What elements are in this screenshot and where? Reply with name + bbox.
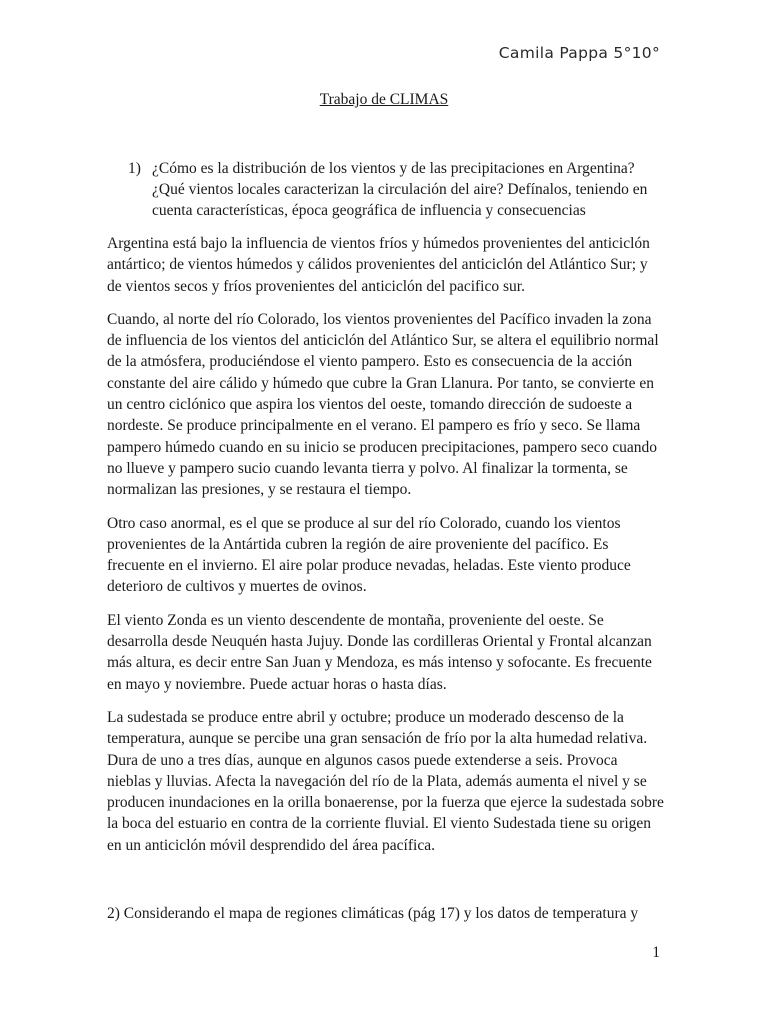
paragraph-pampero: Cuando, al norte del río Colorado, los vientos provenientes del Pacífico invaden la zona de influencia de los vientos del anticiclón del Atlántico Sur, se altera el equilibrio normal de la atmósfera, produciéndose el viento pampero. Esto es consecuencia de la acción constante del aire cálido y húmedo que cubre la Gran Llanura. Por tanto, se convierte en un centro ciclónico que aspira los vientos del oeste, tomando dirección de sudoeste a nordeste. Se produce principalmente en el verano. El pampero es frío y seco. Se llama pampero húmedo cuando en su inicio se producen precipitaciones, pampero seco cuando no llueve y pampero sucio cuando levanta tierra y polvo. Al finalizar la tormenta, se normalizan las presiones, y se restaura el tiempo. bbox=[107, 310, 659, 499]
question-1-text: ¿Cómo es la distribución de los vientos y de las precipitaciones en Argentina? ¿Qué vientos locales caracterizan la circulación del aire? Defínalos, teniendo en cuenta características, época geográfica de influencia y consecuencias bbox=[152, 160, 648, 219]
paragraph-sudestada: La sudestada se produce entre abril y octubre; produce un moderado descenso de la temperatura, aunque se percibe una gran sensación de frío por la alta humedad relativa. Dura de uno a tres días, aunque en algunos casos puede extenderse a seis. Provoca nieblas y lluvias. Afecta la navegación del río de la Plata, además aumenta el nivel y se producen inundaciones en la orilla bonaerense, por la fuerza que ejerce la sudestada sobre la boca del estuario en contra de la corriente fluvial. El viento Sudestada tiene su origen en un anticiclón móvil desprendido del área pacífica. bbox=[107, 708, 664, 854]
paragraph-winds-overview: Argentina está bajo la influencia de vientos fríos y húmedos provenientes del anticiclón antártico; de vientos húmedos y cálidos provenientes del anticiclón del Atlántico Sur; y de vientos secos y fríos provenientes del anticiclón del pacifico sur. bbox=[107, 235, 650, 295]
answer-body bbox=[107, 233, 665, 868]
page-number: 1 bbox=[652, 944, 660, 961]
question-2: 2) Considerando el mapa de regiones climáticas (pág 17) y los datos de temperatura y bbox=[107, 905, 639, 922]
document-title: Trabajo de CLIMAS bbox=[319, 91, 449, 108]
question-1-number: 1) bbox=[128, 160, 141, 177]
paragraph-zonda: El viento Zonda es un viento descendente de montaña, proveniente del oeste. Se desarrolla desde Neuquén hasta Jujuy. Donde las cordilleras Oriental y Frontal alcanzan más altura, es decir entre San Juan y Mendoza, es más intenso y sofocante. Es frecuente en mayo y noviembre. Puede actuar horas o hasta días. bbox=[107, 611, 652, 693]
author-header: Camila Pappa 5°10° bbox=[498, 44, 660, 62]
question-1 bbox=[128, 158, 648, 221]
paragraph-polar-air: Otro caso anormal, es el que se produce al sur del río Colorado, cuando los vientos provenientes de la Antártida cubren la región de aire proveniente del pacífico. Es frecuente en el invierno. El aire polar produce nevadas, heladas. Este viento produce deterioro de cultivos y muertes de ovinos. bbox=[107, 514, 631, 596]
